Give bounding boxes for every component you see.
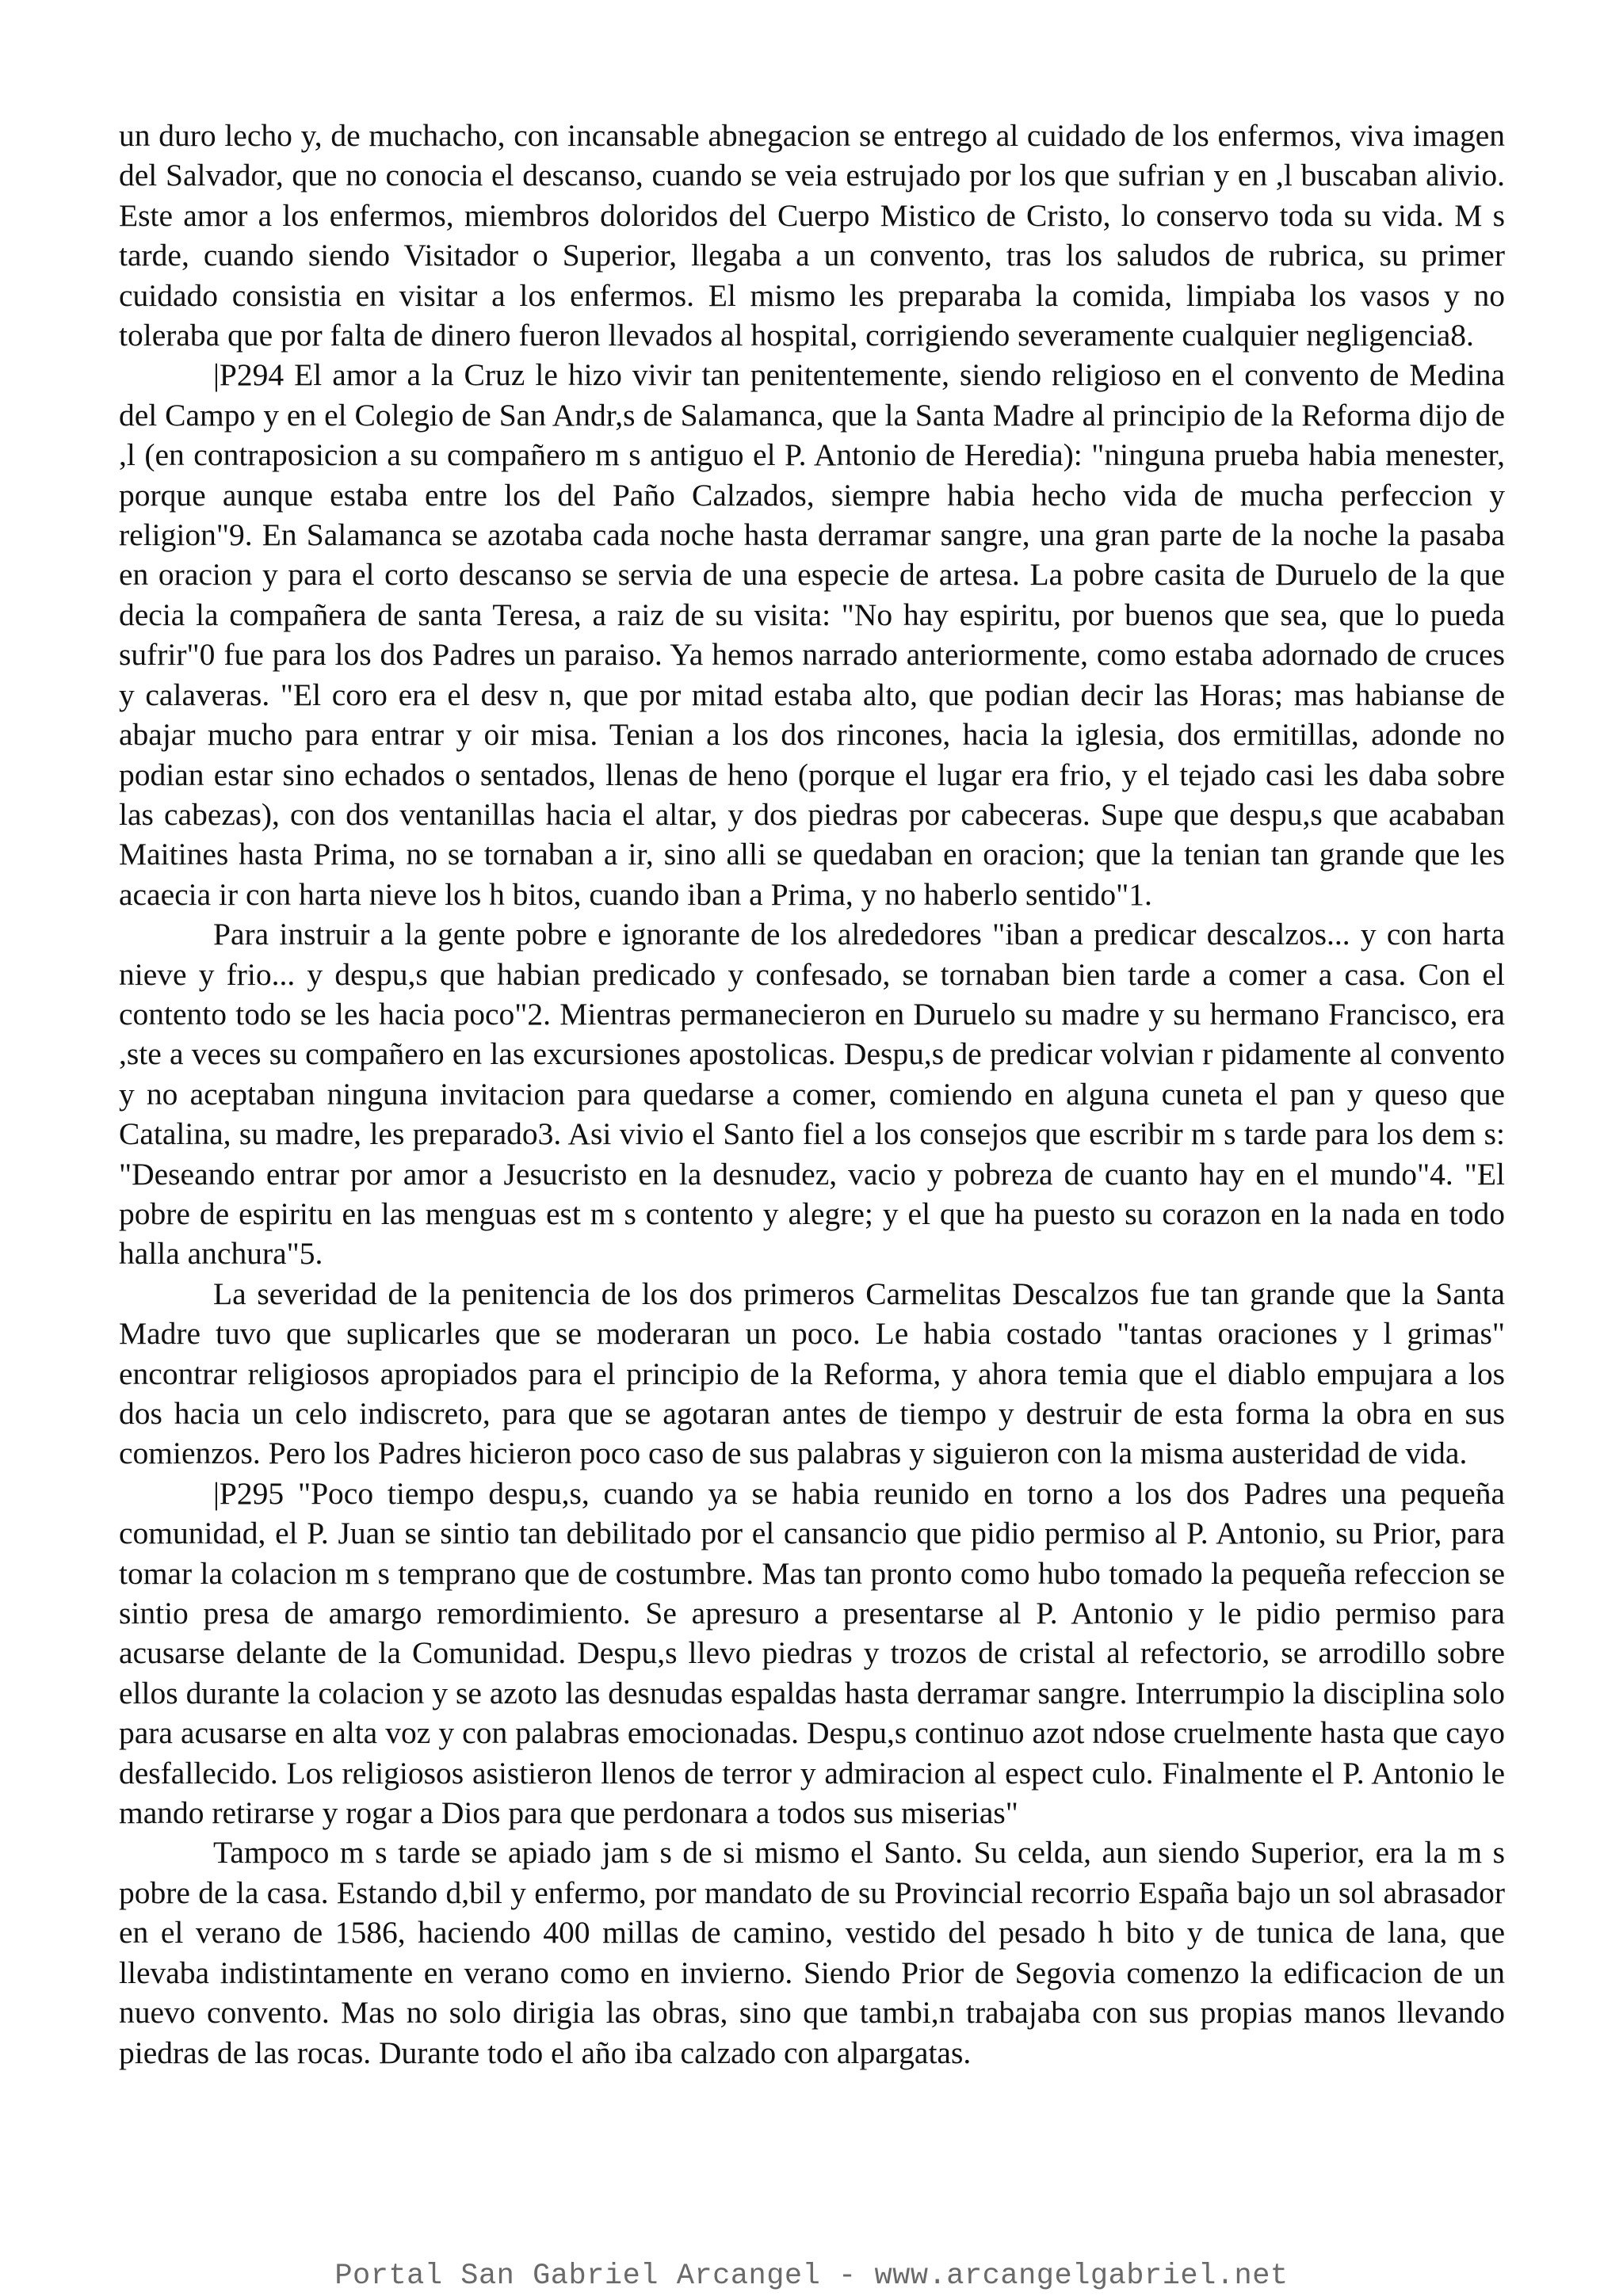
paragraph-3: Para instruir a la gente pobre e ignorante de los alrededores "iban a predicar descalzos... y con harta nieve y frio... y despu,s que habian predicado y confesado, se tornaban bien tarde a comer a casa. Con el contento todo se les hacia poco"2. Mientras permanecieron en Duruelo su madre y su hermano Francisco, era ,ste a veces su compañero en las excursiones apostolicas. Despu,s de predicar volvian r pidamente al convento y no aceptaban ninguna invitacion para quedarse a comer, comiendo en alguna cuneta el pan y queso que Catalina, su madre, les preparado3. Asi vivio el Santo fiel a los consejos que escribir m s tarde para los dem s: "Deseando entrar por amor a Jesucristo en la desnudez, vacio y pobreza de cuanto hay en el mundo"4. "El pobre de espiritu en las menguas est m s contento y alegre; y el que ha puesto su corazon en la nada en todo halla anchura"5. (119, 917, 1505, 1272)
paragraph-2: |P294 El amor a la Cruz le hizo vivir tan penitentemente, siendo religioso en el convento de Medina del Campo y en el Colegio de San Andr,s de Salamanca, que la Santa Madre al principio de la Reforma dijo de ,l (en contraposicion a su compañero m s antiguo el P. Antonio de Heredia): "ninguna prueba habia menester, porque aunque estaba entre los del Paño Calzados, siempre habia hecho vida de mucha perfeccion y religion"9. En Salamanca se azotaba cada noche hasta derramar sangre, una gran parte de la noche la pasaba en oracion y para el corto descanso se servia de una especie de artesa. La pobre casita de Duruelo de la que decia la compañera de santa Teresa, a raiz de su visita: "No hay espiritu, por buenos que sea, que lo pueda sufrir"0 fue para los dos Padres un paraiso. Ya hemos narrado anteriormente, como estaba adornado de cruces y calaveras. "El coro era el desv n, que por mitad estaba alto, que podian decir las Horas; mas habianse de abajar mucho para entrar y oir misa. Tenian a los dos rincones, hacia la iglesia, dos ermitillas, adonde no podian estar sino echados o sentados, llenas de heno (porque el lugar era frio, y el tejado casi les daba sobre las cabezas), con dos ventanillas hacia el altar, y dos piedras por cabeceras. Supe que despu,s que acababan Maitines hasta Prima, no se tornaban a ir, sino alli se quedaban en oracion; que la tenian tan grande que les acaecia ir con harta nieve los h bitos, cuando iban a Prima, y no haberlo sentido"1. (119, 357, 1505, 912)
paragraph-6: Tampoco m s tarde se apiado jam s de si mismo el Santo. Su celda, aun siendo Superior, era la m s pobre de la casa. Estando d,bil y enfermo, por mandato de su Provincial recorrio España bajo un sol abrasador en el verano de 1586, haciendo 400 millas de camino, vestido del pesado h bito y de tunica de lana, que llevaba indistintamente en verano como en invierno. Siendo Prior de Segovia comenzo la edificacion de un nuevo convento. Mas no solo dirigia las obras, sino que tambi,n trabajaba con sus propias manos llevando piedras de las rocas. Durante todo el año iba calzado con alpargatas. (119, 1835, 1505, 2070)
paragraph-5: |P295 "Poco tiempo despu,s, cuando ya se habia reunido en torno a los dos Padres una pequeña comunidad, el P. Juan se sintio tan debilitado por el cansancio que pidio permiso al P. Antonio, su Prior, para tomar la colacion m s temprano que de costumbre. Mas tan pronto como hubo tomado la pequeña refeccion se sintio presa de amargo remordimiento. Se apresuro a presentarse al P. Antonio y le pidio permiso para acusarse delante de la Comunidad. Despu,s llevo piedras y trozos de cristal al refectorio, se arrodillo sobre ellos durante la colacion y se azoto las desnudas espaldas hasta derramar sangre. Interrumpio la disciplina solo para acusarse en alta voz y con palabras emocionadas. Despu,s continuo azot ndose cruelmente hasta que cayo desfallecido. Los religiosos asistieron llenos de terror y admiracion al espect culo. Finalmente el P. Antonio le mando retirarse y rogar a Dios para que perdonara a todos sus miserias" (119, 1475, 1505, 1831)
paragraph-1: un duro lecho y, de muchacho, con incansable abnegacion se entrego al cuidado de los enfermos, viva imagen del Salvador, que no conocia el descanso, cuando se veia estrujado por los que sufrian y en ,l buscaban alivio. Este amor a los enfermos, miembros doloridos del Cuerpo Mistico de Cristo, lo conservo toda su vida. M s tarde, cuando siendo Visitador o Superior, llegaba a un convento, tras los saludos de rubrica, su primer cuidado consistia en visitar a los enfermos. El mismo les preparaba la comida, limpiaba los vasos y no toleraba que por falta de dinero fueron llevados al hospital, corrigiendo severamente cualquier negligencia8. (119, 118, 1505, 353)
document-body (119, 116, 1505, 2073)
page-footer: Portal San Gabriel Arcangel - www.arcangelgabriel.net (334, 2260, 1289, 2293)
paragraph-4: La severidad de la penitencia de los dos primeros Carmelitas Descalzos fue tan grande que la Santa Madre tuvo que suplicarles que se moderaran un poco. Le habia costado "tantas oraciones y l grimas" encontrar religiosos apropiados para el principio de la Reforma, y ahora temia que el diablo empujara a los dos hacia un celo indiscreto, para que se agotaran antes de tiempo y destruir de esta forma la obra en sus comienzos. Pero los Padres hicieron poco caso de sus palabras y siguieron con la misma austeridad de vida. (119, 1276, 1505, 1471)
